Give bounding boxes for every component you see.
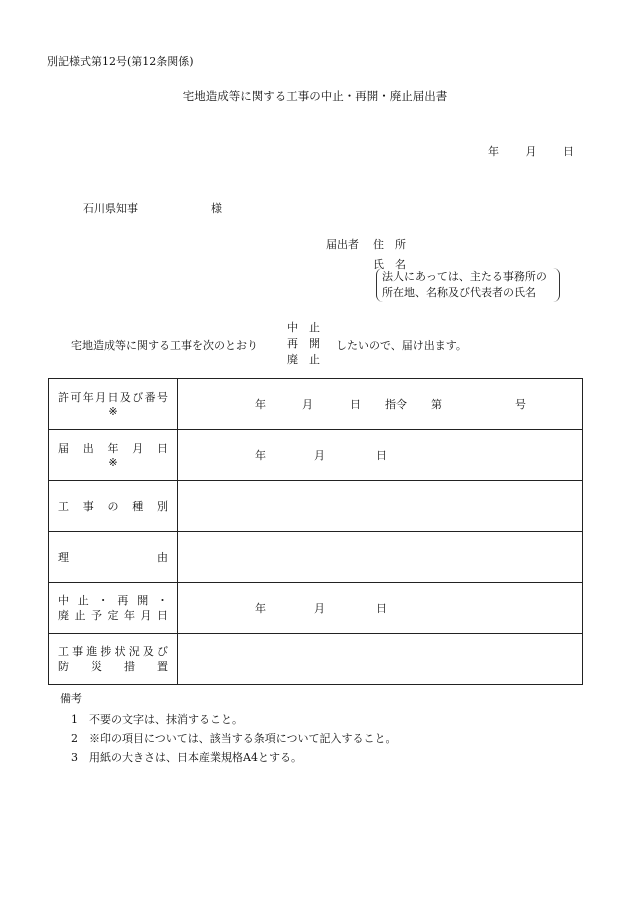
option-abolish: 廃 止 <box>287 353 320 366</box>
option-resume: 再 開 <box>287 337 320 350</box>
filing-year: 年 <box>255 449 266 462</box>
corporate-note-line2: 所在地、名称及び代表者の氏名 <box>382 286 536 299</box>
reason-field[interactable] <box>178 532 583 583</box>
row-label-line2: 廃止予定年月日 <box>58 609 168 622</box>
table-row <box>49 583 583 634</box>
remark-text: 不要の文字は、抹消すること。 <box>89 713 243 726</box>
form-number: 別記様式第12号(第12条関係) <box>47 55 194 68</box>
permit-day: 日 <box>350 398 361 411</box>
submitter-name-label: 氏 名 <box>373 258 406 271</box>
remark-item <box>71 749 302 765</box>
table-row <box>49 430 583 481</box>
statement-prefix: 宅地造成等に関する工事を次のとおり <box>71 339 258 352</box>
addressee-name: 石川県知事 <box>83 202 138 215</box>
table-row <box>49 532 583 583</box>
row-label: 工事の種別 <box>58 499 168 513</box>
table-row <box>49 379 583 430</box>
remark-item <box>71 711 243 727</box>
table-row <box>49 634 583 685</box>
row-label-cell <box>49 379 178 430</box>
permit-no-suffix: 号 <box>515 398 526 411</box>
permit-directive: 指令 <box>385 398 407 411</box>
scheduled-date-field[interactable] <box>178 583 583 634</box>
note-mark: ※ <box>108 456 118 469</box>
filing-date-row <box>178 447 582 463</box>
remark-item <box>71 730 397 746</box>
filing-date-field[interactable] <box>178 430 583 481</box>
row-label-cell <box>49 430 178 481</box>
statement-options <box>287 320 320 368</box>
remark-number: 1 <box>71 713 78 726</box>
corporate-note-line1: 法人にあっては、主たる事務所の <box>382 270 547 283</box>
statement-suffix: したいので、届け出ます。 <box>336 339 467 352</box>
scheduled-day: 日 <box>376 602 387 615</box>
permit-month: 月 <box>302 398 313 411</box>
remark-number: 3 <box>71 751 78 764</box>
row-label-cell <box>49 634 178 685</box>
scheduled-month: 月 <box>314 602 325 615</box>
document-title: 宅地造成等に関する工事の中止・再開・廃止届出書 <box>182 89 448 103</box>
date-year-label: 年 <box>488 145 499 158</box>
row-label-cell <box>49 532 178 583</box>
permit-no-prefix: 第 <box>431 398 442 411</box>
corporate-note <box>376 268 560 302</box>
option-suspend: 中 止 <box>287 321 320 334</box>
row-label-line1: 中止・再開・ <box>58 594 168 607</box>
row-label: 理由 <box>58 550 168 564</box>
date-day-label: 日 <box>563 145 574 158</box>
submission-date <box>488 143 574 159</box>
addressee-honorific: 様 <box>211 202 222 215</box>
row-label: 届出年月日 <box>58 442 168 455</box>
row-label-line1: 工事進捗状況及び <box>58 645 168 658</box>
remark-text: ※印の項目については、該当する条項について記入すること。 <box>89 732 397 745</box>
table-row <box>49 481 583 532</box>
submitter-address-label: 住 所 <box>373 238 406 251</box>
row-label-line2: 防災措置 <box>58 660 168 673</box>
permit-value-field[interactable] <box>178 379 583 430</box>
work-type-field[interactable] <box>178 481 583 532</box>
remark-text: 用紙の大きさは、日本産業規格A4とする。 <box>89 751 302 764</box>
note-mark: ※ <box>108 405 118 418</box>
permit-value-row <box>178 396 582 412</box>
date-month-label: 月 <box>525 145 537 158</box>
permit-year: 年 <box>255 398 266 411</box>
row-label-cell <box>49 583 178 634</box>
filing-day: 日 <box>376 449 387 462</box>
row-label: 許可年月日及び番号 <box>58 391 168 404</box>
progress-field[interactable] <box>178 634 583 685</box>
submitter-label: 届出者 <box>326 238 359 251</box>
scheduled-year: 年 <box>255 602 266 615</box>
remark-number: 2 <box>71 732 78 745</box>
remarks-title: 備考 <box>60 692 82 705</box>
form-table <box>48 378 583 685</box>
row-label-cell <box>49 481 178 532</box>
scheduled-date-row <box>178 600 582 616</box>
filing-month: 月 <box>314 449 325 462</box>
